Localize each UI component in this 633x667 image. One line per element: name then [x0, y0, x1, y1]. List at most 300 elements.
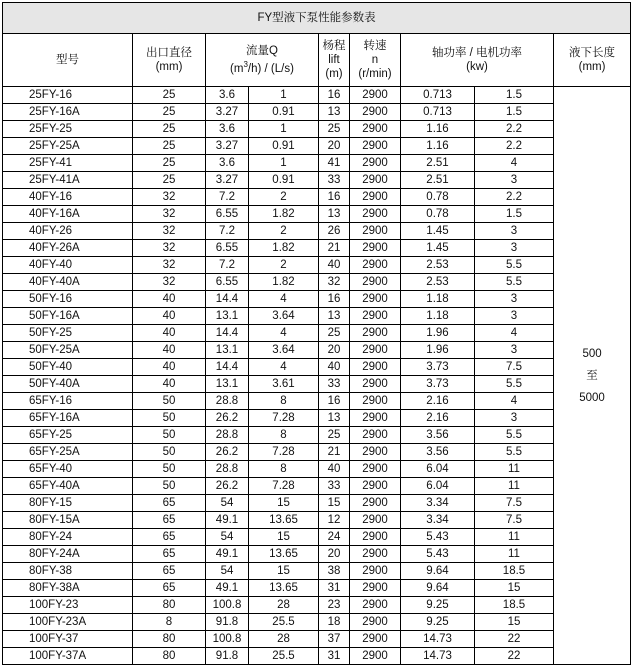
cell-flow-ls: 13.65	[249, 512, 319, 529]
cell-shaft-power: 2.53	[401, 274, 475, 291]
cell-lift: 13	[319, 206, 350, 223]
cell-speed: 2900	[350, 495, 401, 512]
cell-submerged-length	[554, 87, 631, 665]
cell-motor-power: 5.5	[475, 274, 554, 291]
cell-shaft-power: 0.713	[401, 87, 475, 104]
cell-model: 40FY-26A	[3, 240, 133, 257]
cell-motor-power: 15	[475, 614, 554, 631]
cell-flow-ls: 8	[249, 427, 319, 444]
cell-flow-ls: 0.91	[249, 172, 319, 189]
cell-diameter: 25	[133, 104, 206, 121]
cell-motor-power: 3	[475, 223, 554, 240]
cell-diameter: 32	[133, 223, 206, 240]
cell-shaft-power: 3.34	[401, 512, 475, 529]
cell-diameter: 80	[133, 648, 206, 665]
cell-flow-m3h: 14.4	[206, 359, 249, 376]
cell-flow-m3h: 3.27	[206, 104, 249, 121]
cell-diameter: 50	[133, 461, 206, 478]
cell-motor-power: 11	[475, 546, 554, 563]
cell-lift: 25	[319, 427, 350, 444]
cell-model: 65FY-25A	[3, 444, 133, 461]
cell-motor-power: 15	[475, 580, 554, 597]
cell-model: 40FY-40A	[3, 274, 133, 291]
table-row	[3, 410, 631, 427]
cell-lift: 20	[319, 546, 350, 563]
cell-flow-ls: 4	[249, 325, 319, 342]
cell-motor-power: 4	[475, 325, 554, 342]
cell-model: 40FY-26	[3, 223, 133, 240]
cell-lift: 40	[319, 257, 350, 274]
cell-lift: 33	[319, 172, 350, 189]
cell-model: 40FY-16A	[3, 206, 133, 223]
cell-shaft-power: 2.51	[401, 155, 475, 172]
table-row	[3, 172, 631, 189]
header-diameter: 出口直径 (mm)	[133, 34, 206, 87]
cell-model: 65FY-16A	[3, 410, 133, 427]
cell-motor-power: 3	[475, 308, 554, 325]
table-row	[3, 274, 631, 291]
cell-motor-power: 2.2	[475, 121, 554, 138]
cell-speed: 2900	[350, 291, 401, 308]
cell-speed: 2900	[350, 546, 401, 563]
cell-motor-power: 4	[475, 155, 554, 172]
cell-lift: 40	[319, 461, 350, 478]
cell-shaft-power: 2.51	[401, 172, 475, 189]
cell-diameter: 25	[133, 155, 206, 172]
cell-flow-ls: 28	[249, 597, 319, 614]
header-model: 型号	[3, 34, 133, 87]
cell-motor-power: 3	[475, 240, 554, 257]
cell-flow-m3h: 6.55	[206, 274, 249, 291]
table-row	[3, 614, 631, 631]
cell-flow-ls: 15	[249, 529, 319, 546]
cell-flow-ls: 2	[249, 189, 319, 206]
cell-lift: 31	[319, 648, 350, 665]
cell-speed: 2900	[350, 427, 401, 444]
cell-speed: 2900	[350, 393, 401, 410]
table-row	[3, 87, 631, 104]
cell-flow-m3h: 3.6	[206, 87, 249, 104]
cell-motor-power: 3	[475, 172, 554, 189]
table-row	[3, 189, 631, 206]
cell-diameter: 65	[133, 563, 206, 580]
cell-shaft-power: 14.73	[401, 648, 475, 665]
cell-diameter: 80	[133, 631, 206, 648]
cell-speed: 2900	[350, 206, 401, 223]
cell-model: 25FY-41	[3, 155, 133, 172]
table-row	[3, 512, 631, 529]
cell-shaft-power: 0.78	[401, 206, 475, 223]
cell-model: 50FY-40	[3, 359, 133, 376]
table-row	[3, 631, 631, 648]
cell-model: 65FY-16	[3, 393, 133, 410]
cell-flow-m3h: 49.1	[206, 512, 249, 529]
cell-flow-ls: 8	[249, 393, 319, 410]
cell-shaft-power: 1.16	[401, 138, 475, 155]
cell-shaft-power: 3.56	[401, 427, 475, 444]
cell-speed: 2900	[350, 529, 401, 546]
cell-speed: 2900	[350, 257, 401, 274]
table-row	[3, 240, 631, 257]
cell-model: 50FY-16A	[3, 308, 133, 325]
cell-motor-power: 22	[475, 648, 554, 665]
cell-diameter: 32	[133, 240, 206, 257]
cell-model: 50FY-40A	[3, 376, 133, 393]
cell-shaft-power: 2.16	[401, 393, 475, 410]
cell-model: 50FY-25	[3, 325, 133, 342]
cell-speed: 2900	[350, 240, 401, 257]
length-to: 5000	[579, 391, 605, 404]
cell-lift: 16	[319, 393, 350, 410]
cell-flow-m3h: 14.4	[206, 291, 249, 308]
cell-shaft-power: 1.96	[401, 342, 475, 359]
cell-motor-power: 7.5	[475, 359, 554, 376]
cell-diameter: 32	[133, 274, 206, 291]
cell-speed: 2900	[350, 444, 401, 461]
cell-motor-power: 4	[475, 393, 554, 410]
header-flow: 流量Q $(m^3/h) / (L/s)$	[206, 34, 319, 87]
cell-lift: 23	[319, 597, 350, 614]
cell-motor-power: 7.5	[475, 495, 554, 512]
cell-model: 80FY-38	[3, 563, 133, 580]
cell-shaft-power: 9.25	[401, 597, 475, 614]
table-row	[3, 597, 631, 614]
cell-shaft-power: 1.18	[401, 308, 475, 325]
cell-motor-power: 1.5	[475, 206, 554, 223]
cell-lift: 33	[319, 376, 350, 393]
cell-speed: 2900	[350, 138, 401, 155]
cell-lift: 26	[319, 223, 350, 240]
cell-model: 80FY-24A	[3, 546, 133, 563]
table-row	[3, 257, 631, 274]
table-row	[3, 427, 631, 444]
cell-diameter: 32	[133, 257, 206, 274]
cell-model: 25FY-16A	[3, 104, 133, 121]
cell-speed: 2900	[350, 342, 401, 359]
cell-model: 80FY-15A	[3, 512, 133, 529]
cell-shaft-power: 1.18	[401, 291, 475, 308]
cell-flow-m3h: 6.55	[206, 206, 249, 223]
cell-motor-power: 5.5	[475, 257, 554, 274]
cell-model: 80FY-38A	[3, 580, 133, 597]
cell-lift: 13	[319, 104, 350, 121]
cell-motor-power: 3	[475, 342, 554, 359]
cell-model: 25FY-16	[3, 87, 133, 104]
cell-diameter: 50	[133, 410, 206, 427]
cell-speed: 2900	[350, 580, 401, 597]
length-to-word: 至	[586, 369, 598, 382]
cell-flow-ls: 2	[249, 257, 319, 274]
cell-speed: 2900	[350, 172, 401, 189]
cell-flow-m3h: 3.27	[206, 172, 249, 189]
cell-flow-m3h: 54	[206, 563, 249, 580]
cell-flow-ls: 0.91	[249, 138, 319, 155]
table-row	[3, 580, 631, 597]
cell-lift: 37	[319, 631, 350, 648]
cell-diameter: 65	[133, 546, 206, 563]
cell-flow-ls: 4	[249, 291, 319, 308]
cell-shaft-power: 1.45	[401, 223, 475, 240]
table-row	[3, 155, 631, 172]
cell-speed: 2900	[350, 648, 401, 665]
cell-diameter: 65	[133, 495, 206, 512]
header-speed: 转速 n (r/min)	[350, 34, 401, 87]
cell-model: 50FY-16	[3, 291, 133, 308]
cell-motor-power: 7.5	[475, 512, 554, 529]
cell-flow-m3h: 13.1	[206, 342, 249, 359]
cell-lift: 16	[319, 189, 350, 206]
cell-flow-m3h: 49.1	[206, 546, 249, 563]
header-power: 轴功率 / 电机功率 (kw)	[401, 34, 554, 87]
table-row	[3, 291, 631, 308]
cell-diameter: 65	[133, 580, 206, 597]
cell-flow-ls: 3.64	[249, 342, 319, 359]
table-row	[3, 342, 631, 359]
cell-model: 25FY-25A	[3, 138, 133, 155]
table-row	[3, 546, 631, 563]
cell-flow-ls: 2	[249, 223, 319, 240]
cell-diameter: 80	[133, 597, 206, 614]
cell-shaft-power: 0.78	[401, 189, 475, 206]
cell-lift: 20	[319, 342, 350, 359]
table-row	[3, 478, 631, 495]
cell-speed: 2900	[350, 223, 401, 240]
length-from: 500	[582, 347, 602, 360]
cell-flow-ls: 15	[249, 495, 319, 512]
cell-model: 100FY-37A	[3, 648, 133, 665]
cell-shaft-power: 3.73	[401, 376, 475, 393]
table-row	[3, 104, 631, 121]
cell-motor-power: 5.5	[475, 427, 554, 444]
cell-flow-ls: 1.82	[249, 240, 319, 257]
cell-speed: 2900	[350, 325, 401, 342]
cell-motor-power: 2.2	[475, 138, 554, 155]
cell-model: 50FY-25A	[3, 342, 133, 359]
cell-flow-ls: 1	[249, 121, 319, 138]
table-row	[3, 461, 631, 478]
table-row	[3, 444, 631, 461]
cell-flow-m3h: 13.1	[206, 308, 249, 325]
cell-diameter: 40	[133, 342, 206, 359]
cell-flow-ls: 3.61	[249, 376, 319, 393]
cell-speed: 2900	[350, 512, 401, 529]
cell-flow-m3h: 91.8	[206, 614, 249, 631]
cell-speed: 2900	[350, 359, 401, 376]
cell-speed: 2900	[350, 478, 401, 495]
cell-speed: 2900	[350, 189, 401, 206]
cell-shaft-power: 1.45	[401, 240, 475, 257]
cell-shaft-power: 3.73	[401, 359, 475, 376]
cell-shaft-power: 5.43	[401, 546, 475, 563]
cell-motor-power: 18.5	[475, 597, 554, 614]
cell-shaft-power: 2.16	[401, 410, 475, 427]
cell-flow-ls: 25.5	[249, 614, 319, 631]
cell-motor-power: 11	[475, 478, 554, 495]
cell-diameter: 25	[133, 172, 206, 189]
cell-shaft-power: 6.04	[401, 478, 475, 495]
cell-flow-ls: 4	[249, 359, 319, 376]
cell-model: 80FY-24	[3, 529, 133, 546]
header-lift: 杨程 lift (m)	[319, 34, 350, 87]
cell-model: 25FY-41A	[3, 172, 133, 189]
cell-flow-m3h: 13.1	[206, 376, 249, 393]
cell-motor-power: 5.5	[475, 444, 554, 461]
cell-model: 25FY-25	[3, 121, 133, 138]
table-row	[3, 648, 631, 665]
table-row	[3, 393, 631, 410]
cell-diameter: 65	[133, 529, 206, 546]
cell-flow-ls: 15	[249, 563, 319, 580]
cell-model: 65FY-25	[3, 427, 133, 444]
cell-diameter: 40	[133, 308, 206, 325]
cell-flow-m3h: 7.2	[206, 189, 249, 206]
table-row	[3, 308, 631, 325]
cell-lift: 21	[319, 444, 350, 461]
cell-diameter: 25	[133, 121, 206, 138]
cell-flow-m3h: 28.8	[206, 461, 249, 478]
cell-flow-ls: 13.65	[249, 580, 319, 597]
cell-flow-m3h: 91.8	[206, 648, 249, 665]
table-row	[3, 563, 631, 580]
cell-shaft-power: 14.73	[401, 631, 475, 648]
cell-motor-power: 5.5	[475, 376, 554, 393]
cell-model: 100FY-37	[3, 631, 133, 648]
cell-shaft-power: 1.16	[401, 121, 475, 138]
table-title: FY型液下泵性能参数表	[3, 3, 631, 34]
table-row	[3, 121, 631, 138]
cell-model: 100FY-23	[3, 597, 133, 614]
cell-shaft-power: 3.56	[401, 444, 475, 461]
cell-lift: 13	[319, 410, 350, 427]
cell-diameter: 25	[133, 87, 206, 104]
cell-lift: 15	[319, 495, 350, 512]
cell-motor-power: 11	[475, 529, 554, 546]
cell-flow-m3h: 26.2	[206, 478, 249, 495]
cell-speed: 2900	[350, 614, 401, 631]
cell-lift: 33	[319, 478, 350, 495]
pump-spec-table	[2, 2, 631, 665]
cell-flow-ls: 13.65	[249, 546, 319, 563]
cell-flow-ls: 1.82	[249, 206, 319, 223]
cell-diameter: 50	[133, 427, 206, 444]
cell-diameter: 32	[133, 206, 206, 223]
cell-flow-ls: 7.28	[249, 410, 319, 427]
cell-speed: 2900	[350, 308, 401, 325]
cell-lift: 12	[319, 512, 350, 529]
cell-motor-power: 22	[475, 631, 554, 648]
cell-diameter: 50	[133, 393, 206, 410]
table-row	[3, 206, 631, 223]
cell-diameter: 40	[133, 325, 206, 342]
cell-flow-m3h: 3.6	[206, 155, 249, 172]
cell-flow-m3h: 28.8	[206, 393, 249, 410]
cell-speed: 2900	[350, 87, 401, 104]
cell-lift: 25	[319, 121, 350, 138]
cell-speed: 2900	[350, 563, 401, 580]
cell-speed: 2900	[350, 121, 401, 138]
cell-model: 65FY-40	[3, 461, 133, 478]
cell-diameter: 40	[133, 291, 206, 308]
cell-flow-ls: 25.5	[249, 648, 319, 665]
cell-lift: 31	[319, 580, 350, 597]
table-row	[3, 325, 631, 342]
cell-speed: 2900	[350, 631, 401, 648]
cell-lift: 25	[319, 325, 350, 342]
table-row	[3, 376, 631, 393]
cell-flow-ls: 3.64	[249, 308, 319, 325]
table-row	[3, 495, 631, 512]
cell-speed: 2900	[350, 104, 401, 121]
cell-flow-m3h: 100.8	[206, 597, 249, 614]
cell-flow-m3h: 3.27	[206, 138, 249, 155]
cell-speed: 2900	[350, 274, 401, 291]
cell-diameter: 32	[133, 189, 206, 206]
cell-flow-ls: 8	[249, 461, 319, 478]
cell-flow-ls: 1	[249, 87, 319, 104]
cell-speed: 2900	[350, 376, 401, 393]
cell-flow-m3h: 28.8	[206, 427, 249, 444]
cell-speed: 2900	[350, 155, 401, 172]
cell-motor-power: 18.5	[475, 563, 554, 580]
cell-motor-power: 11	[475, 461, 554, 478]
cell-lift: 24	[319, 529, 350, 546]
cell-model: 40FY-16	[3, 189, 133, 206]
table-row	[3, 138, 631, 155]
cell-shaft-power: 1.96	[401, 325, 475, 342]
table-row	[3, 529, 631, 546]
cell-shaft-power: 0.713	[401, 104, 475, 121]
cell-lift: 21	[319, 240, 350, 257]
cell-shaft-power: 9.64	[401, 580, 475, 597]
cell-shaft-power: 5.43	[401, 529, 475, 546]
cell-flow-ls: 7.28	[249, 444, 319, 461]
cell-diameter: 50	[133, 478, 206, 495]
cell-motor-power: 2.2	[475, 189, 554, 206]
cell-flow-ls: 1.82	[249, 274, 319, 291]
table-body	[3, 87, 631, 665]
cell-motor-power: 3	[475, 410, 554, 427]
cell-lift: 13	[319, 308, 350, 325]
cell-flow-ls: 0.91	[249, 104, 319, 121]
cell-diameter: 40	[133, 359, 206, 376]
cell-flow-ls: 1	[249, 155, 319, 172]
cell-shaft-power: 2.53	[401, 257, 475, 274]
cell-diameter: 50	[133, 444, 206, 461]
table-row	[3, 223, 631, 240]
cell-flow-ls: 7.28	[249, 478, 319, 495]
cell-model: 80FY-15	[3, 495, 133, 512]
cell-diameter: 40	[133, 376, 206, 393]
cell-flow-m3h: 14.4	[206, 325, 249, 342]
cell-model: 40FY-40	[3, 257, 133, 274]
cell-flow-ls: 28	[249, 631, 319, 648]
cell-lift: 40	[319, 359, 350, 376]
cell-flow-m3h: 7.2	[206, 257, 249, 274]
cell-motor-power: 1.5	[475, 104, 554, 121]
cell-lift: 16	[319, 87, 350, 104]
cell-flow-m3h: 49.1	[206, 580, 249, 597]
cell-lift: 41	[319, 155, 350, 172]
cell-model: 65FY-40A	[3, 478, 133, 495]
cell-flow-m3h: 100.8	[206, 631, 249, 648]
cell-lift: 18	[319, 614, 350, 631]
cell-lift: 20	[319, 138, 350, 155]
cell-shaft-power: 9.25	[401, 614, 475, 631]
cell-shaft-power: 9.64	[401, 563, 475, 580]
cell-diameter: 25	[133, 138, 206, 155]
cell-motor-power: 1.5	[475, 87, 554, 104]
cell-diameter: 8	[133, 614, 206, 631]
